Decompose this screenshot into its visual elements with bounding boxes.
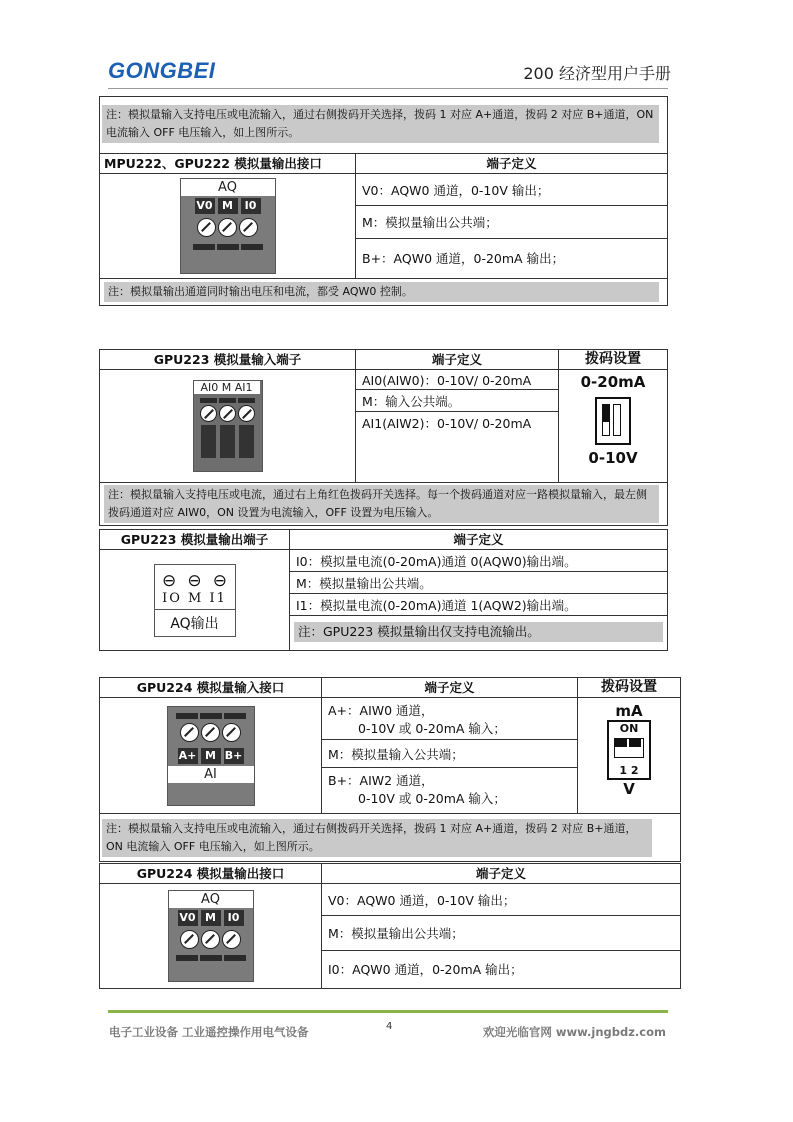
def-header: 端子定义 <box>290 530 668 550</box>
gpu224-input-table <box>99 677 681 862</box>
pin-m: M <box>201 748 221 764</box>
dip-header: 拨码设置 <box>578 678 681 698</box>
section-title: MPU222、GPU222 模拟量输出接口 <box>100 154 356 174</box>
terminal-slot <box>238 398 255 403</box>
screw-icon: ⊖ <box>212 570 227 591</box>
gpu224-output-table <box>99 863 681 989</box>
terminal-slot <box>217 244 239 250</box>
aq-terminal-block <box>180 178 276 274</box>
dip-header: 拨码设置 <box>559 350 668 370</box>
terminal-slot <box>193 244 215 250</box>
def-row: I0：模拟量电流(0-20mA)通道 0(AQW0)输出端。 <box>290 550 667 572</box>
dip-bottom-label: 0-10V <box>588 449 638 467</box>
terminal-slot <box>200 398 217 403</box>
pin-i0: I0 <box>241 198 261 214</box>
section-title: GPU223 模拟量输入端子 <box>100 350 356 370</box>
footer-divider <box>108 1010 668 1013</box>
output-pins: IO M I1 <box>155 591 235 610</box>
def-row: M：模拟量输出公共端； <box>356 206 667 239</box>
def-header: 端子定义 <box>322 864 681 884</box>
ai-terminal-block <box>193 380 263 472</box>
screw-icon <box>222 723 241 742</box>
aq-output-diagram <box>154 564 236 637</box>
def-row: V0：AQW0 通道，0-10V 输出； <box>322 884 680 916</box>
brand-logo: GONGBEI <box>108 58 216 83</box>
def-row: AI1(AIW2)：0-10V/ 0-20mA <box>362 416 532 431</box>
pin-v0: V0 <box>179 911 196 924</box>
screw-icon <box>180 723 199 742</box>
page-number: 4 <box>386 1021 393 1032</box>
terminal-slot <box>200 955 222 961</box>
def-header: 端子定义 <box>356 154 668 174</box>
terminal-slot <box>219 398 236 403</box>
def-row: M：模拟量输出公共端； <box>322 916 680 951</box>
footer-website: 欢迎光临官网 www.jngbdz.com <box>482 1025 666 1039</box>
screw-icon <box>197 218 216 237</box>
def-row: I0：AQW0 通道，0-20mA 输出； <box>328 962 523 977</box>
pin-b-plus: B+ <box>224 748 243 762</box>
terminal-label: AQ <box>169 891 253 908</box>
pin-a-plus: A+ <box>178 748 197 762</box>
dip-bottom-label: V <box>623 780 635 798</box>
screw-icon <box>180 930 199 949</box>
screw-icon <box>239 218 258 237</box>
def-header: 端子定义 <box>356 350 559 370</box>
def-row: M：输入公共端。 <box>356 390 558 412</box>
terminal-slot <box>176 955 198 961</box>
input-note: 注：模拟量输入支持电压或电流输入，通过右侧拨码开关选择，拨码 1 对应 A+通道，拨码 2 对应 B+通道，ON 电流输入 OFF 电压输入，如上图所示。 <box>102 819 652 857</box>
terminal-leg <box>239 425 254 458</box>
screw-icon <box>238 405 255 422</box>
def-row: A+：AIW0 通道， 0-10V 或 0-20mA 输入； <box>322 698 577 740</box>
section-title: GPU223 模拟量输出端子 <box>100 530 290 550</box>
pin-m: M <box>201 910 221 926</box>
terminal-leg <box>201 425 216 458</box>
ai-terminal-block <box>167 706 255 806</box>
screw-icon <box>201 930 220 949</box>
mpu222-output-table <box>99 96 668 306</box>
def-row: B+：AIW2 通道， 0-10V 或 0-20mA 输入； <box>328 773 506 806</box>
terminal-label: AI <box>168 766 254 783</box>
input-note: 注：模拟量输入支持电压或电流，通过右上角红色拨码开关选择。每一个拨码通道对应一路模拟量输入，最左侧拨码通道对应 AIW0，ON 设置为电流输入，OFF 设置为电压输入。 <box>104 485 659 523</box>
def-header: 端子定义 <box>322 678 578 698</box>
def-row: V0：AQW0 通道，0-10V 输出； <box>356 174 667 206</box>
input-note: 注：模拟量输入支持电压或电流输入，通过右侧拨码开关选择，拨码 1 对应 A+通道，拨码 2 对应 B+通道，ON 电流输入 OFF 电压输入，如上图所示。 <box>102 105 659 143</box>
dip-switch-icon <box>595 397 631 445</box>
terminal-slot <box>241 244 263 250</box>
section-title: GPU224 模拟量输出接口 <box>100 864 322 884</box>
pin-i0: I0 <box>224 910 244 926</box>
screw-icon <box>219 405 236 422</box>
def-row: AI0(AIW0)：0-10V/ 0-20mA <box>356 370 558 390</box>
terminal-label: AI0 M AI1 <box>194 381 260 394</box>
terminal-leg <box>220 425 235 458</box>
pin-v0: V0 <box>196 199 213 212</box>
screw-icon: ⊖ <box>162 570 177 591</box>
header-divider <box>108 88 668 89</box>
aq-terminal-block <box>168 890 254 982</box>
terminal-label: AQ <box>181 179 275 196</box>
gpu223-input-table <box>99 349 668 526</box>
terminal-slot <box>224 713 246 719</box>
gpu223-output-table <box>99 529 668 651</box>
output-note: 注：GPU223 模拟量输出仅支持电流输出。 <box>294 622 663 642</box>
screw-icon <box>200 405 217 422</box>
output-label: AQ输出 <box>170 615 219 632</box>
terminal-slot <box>224 955 246 961</box>
pin-m: M <box>218 198 238 214</box>
terminal-slot <box>176 713 198 719</box>
section-title: GPU224 模拟量输入接口 <box>100 678 322 698</box>
dip-switch-icon: ON 1 2 <box>607 720 651 780</box>
screw-icon <box>218 218 237 237</box>
header-title: 200 经济型用户手册 <box>523 64 671 83</box>
screw-icon <box>201 723 220 742</box>
def-row: M：模拟量输出公共端。 <box>290 572 667 594</box>
screw-icon <box>222 930 241 949</box>
def-row: M：模拟量输入公共端； <box>322 740 577 768</box>
screw-icon: ⊖ <box>187 570 202 591</box>
dip-top-label: 0-20mA <box>580 373 646 391</box>
def-row: B+：AQW0 通道，0-20mA 输出； <box>362 251 565 266</box>
output-note: 注：模拟量输出通道同时输出电压和电流，都受 AQW0 控制。 <box>104 282 659 302</box>
def-row: I1：模拟量电流(0-20mA)通道 1(AQW2)输出端。 <box>290 594 667 616</box>
terminal-slot <box>200 713 222 719</box>
footer-left: 电子工业设备 工业遥控操作用电气设备 <box>109 1025 309 1039</box>
dip-top-label: mA <box>615 702 643 720</box>
